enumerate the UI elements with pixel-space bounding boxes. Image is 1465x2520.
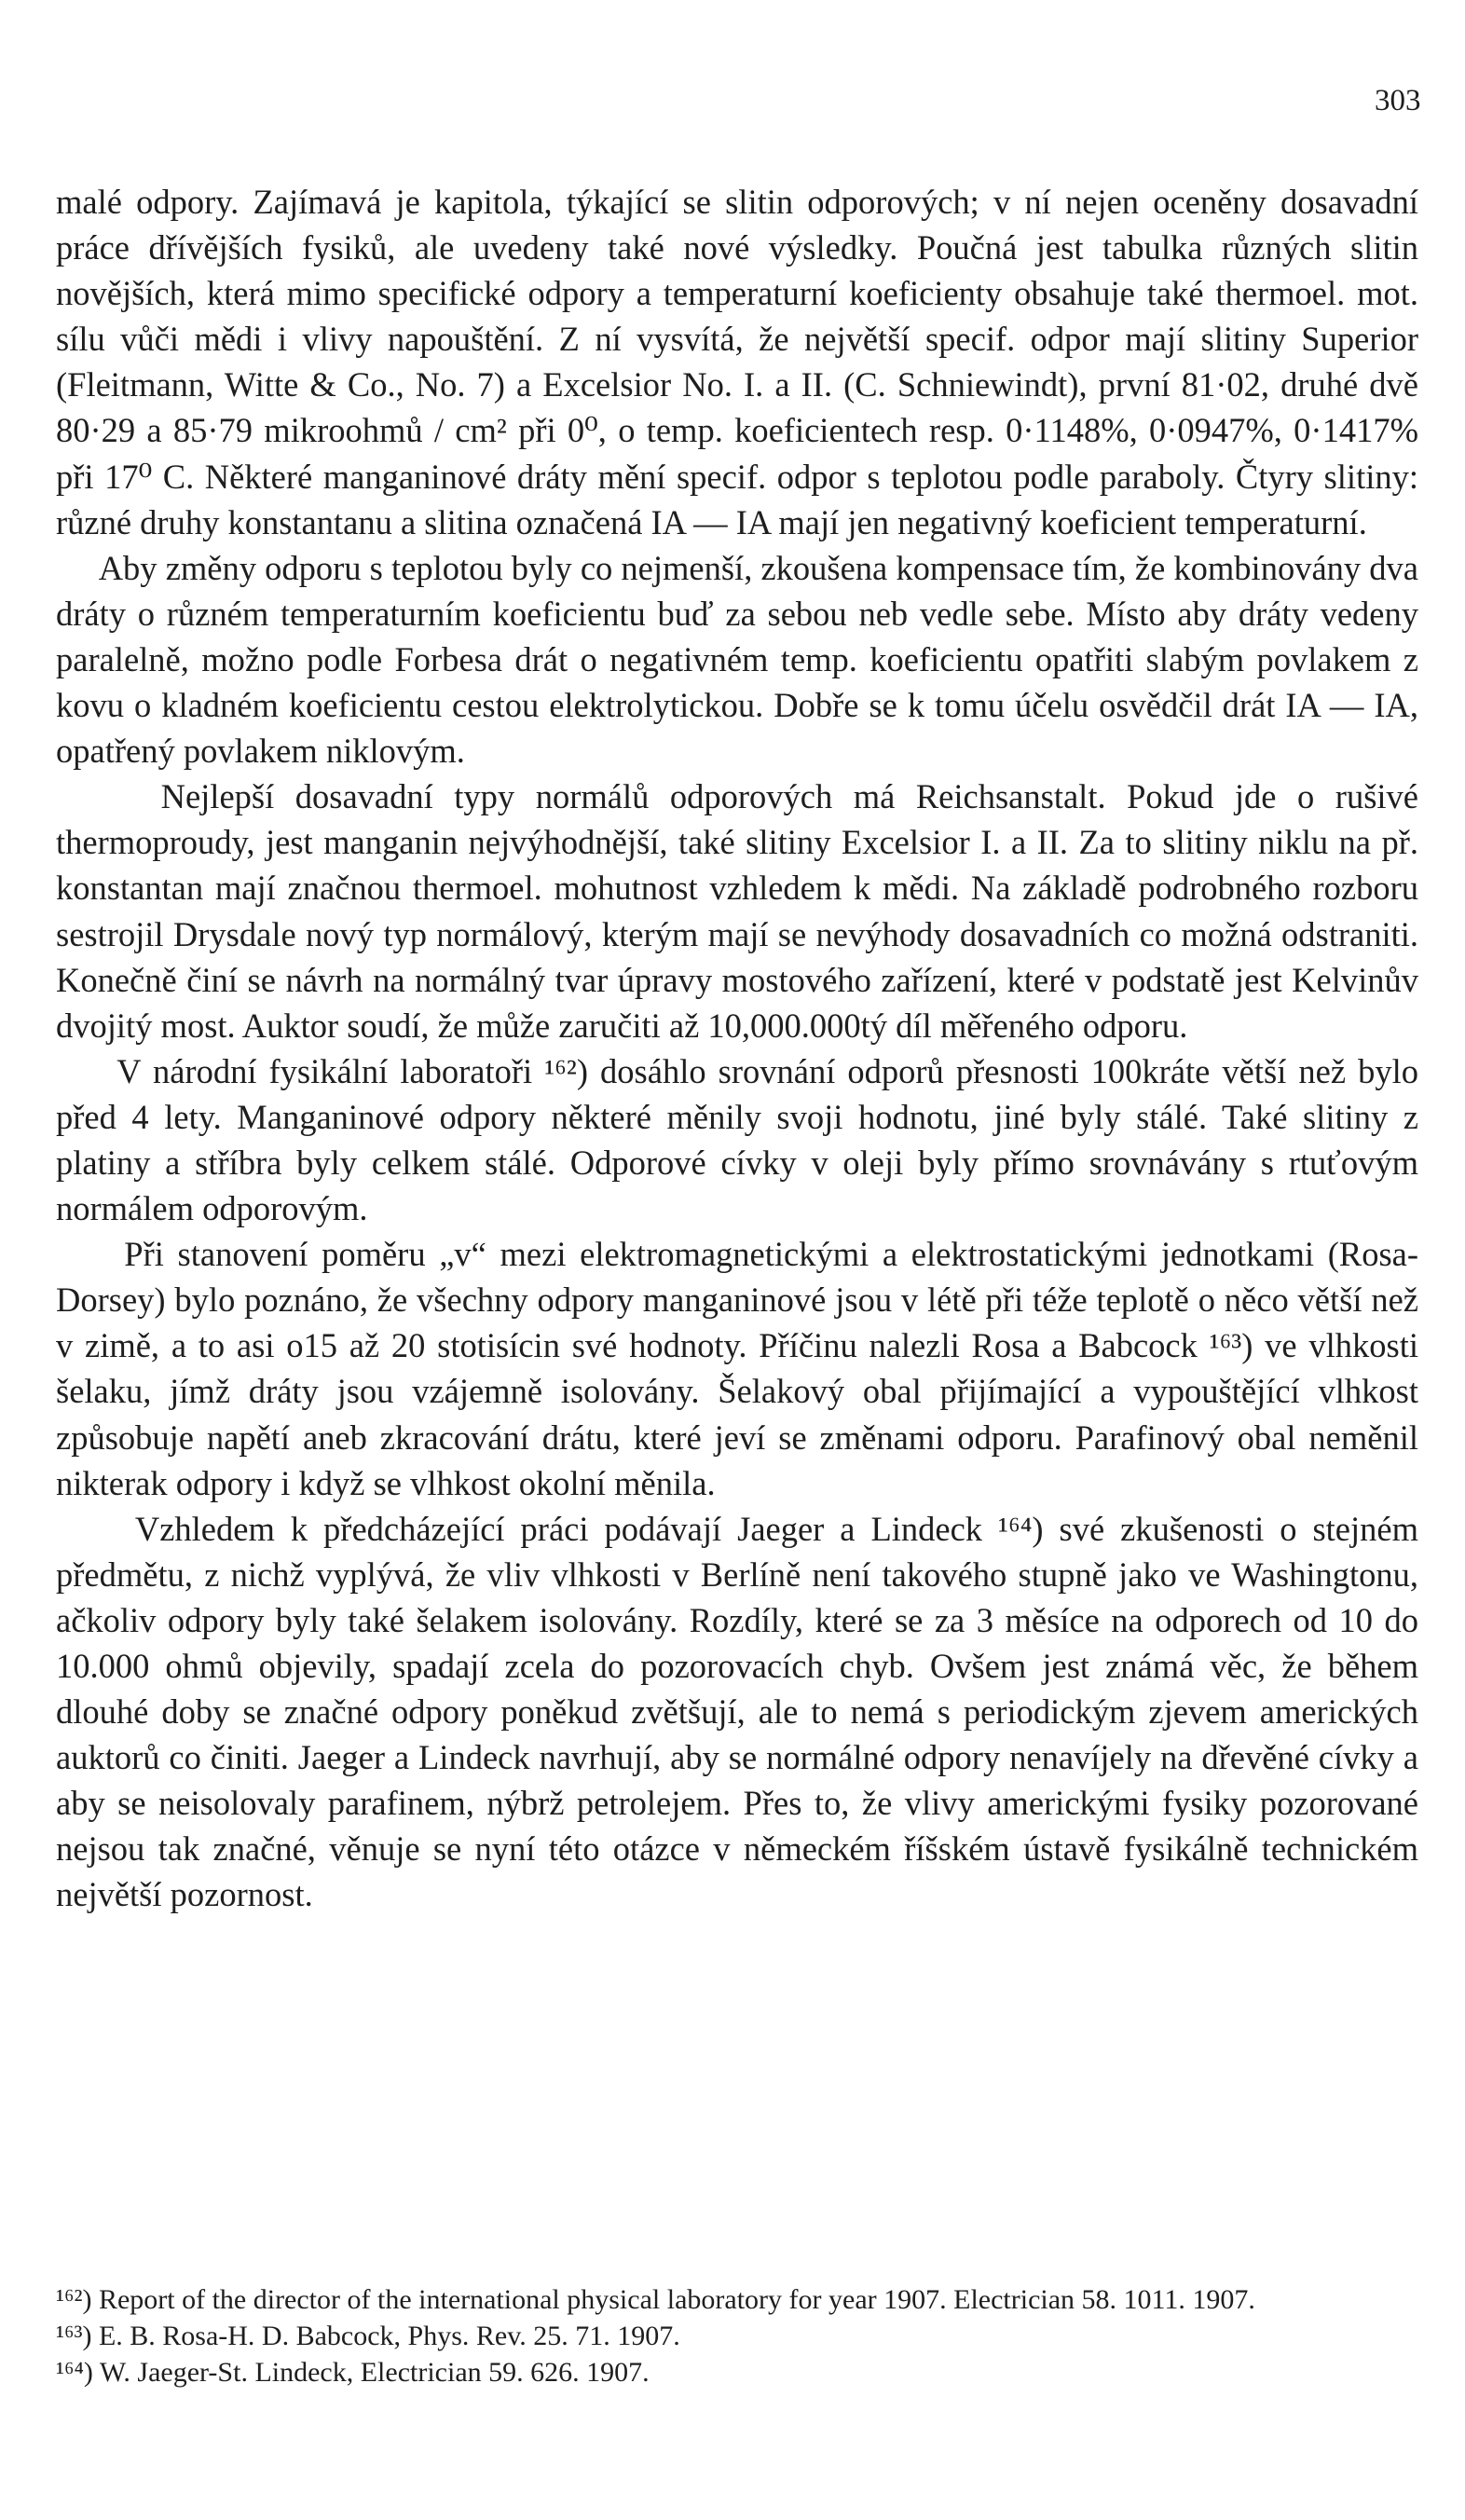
footnotes: ¹⁶²) Report of the director of the international physical laboratory for year 1907. Electrician 58. 1011. 1907. ¹⁶³) E. B. Rosa-H. D. Babcock, Phys. Rev. 25. 71. 1907. ¹⁶⁴) W. Jaeger-St. Lindeck, Electrician 59. 626. 1907. [56, 2284, 1255, 2388]
body-text: malé odpory. Zajímavá je kapitola, týkající se slitin odporových; v ní nejen oceněny dosavadní práce dřívějších fysiků, ale uvedeny také nové výsledky. Poučná jest tabulka různých slitin novějších, která mimo specifické odpory a temperaturní koeficienty obsahuje také thermoel. mot. sílu vůči mědi i vlivy napouštění. Z ní vysvítá, že největší specif. odpor mají slitiny Superior (Fleitmann, Witte & Co., No. 7) a Excelsior No. I. a II. (C. Schniewindt), první 81·02, druhé dvě 80·29 a 85·79 mikroohmů / cm² při 0⁰, o temp. koeficientech resp. 0·1148%, 0·0947%, 0·1417% při 17⁰ C. Některé manganinové dráty mění specif. odpor s teplotou podle paraboly. Čtyry slitiny: různé druhy konstantanu a slitina označená IA — IA mají jen negativný koeficient temperaturní. Aby změny odporu s teplotou byly co nejmenší, zkoušena kompensace tím, že kombinovány dva dráty o různém temperaturním koeficientu buď za sebou neb vedle sebe. Místo aby dráty vedeny paralelně, možno podle Forbesa drát o negativném temp. koeficientu opatřiti slabým povlakem z kovu o kladném koeficientu cestou elektrolytickou. Dobře se k tomu účelu osvědčil drát IA — IA, opatřený povlakem niklovým. Nejlepší dosavadní typy normálů odporových má Reichsanstalt. Pokud jde o rušivé thermoproudy, jest manganin nejvýhodnější, také slitiny Excelsior I. a II. Za to slitiny niklu na př. konstantan mají značnou thermoel. mohutnost vzhledem k mědi. Na základě podrobného rozboru sestrojil Drysdale nový typ normálový, kterým mají se nevýhody dosavadních co možná odstraniti. Konečně činí se návrh na normálný tvar úpravy mostového zařízení, které v podstatě jest Kelvinův dvojitý most. Auktor soudí, že může zaručiti až 10,000.000tý díl měřeného odporu. V národní fysikální laboratoři ¹⁶²) dosáhlo srovnání odporů přesnosti 100kráte větší než bylo před 4 lety. Manganinové odpory některé měnily svoji hodnotu, jiné byly stálé. Také slitiny z platiny a stříbra byly celkem stálé. Odporové cívky v oleji byly přímo srovnávány s rtuťovým normálem odporovým. Při stanovení poměru „v“ mezi elektromagnetickými a elektrostatickými jednotkami (Rosa-Dorsey) bylo poznáno, že všechny odpory manganinové jsou v létě při téže teplotě o něco větší než v zimě, a to asi o15 až 20 stotisícin své hodnoty. Příčinu nalezli Rosa a Babcock ¹⁶³) ve vlhkosti šelaku, jímž dráty jsou vzájemně isolovány. Šelakový obal přijímající a vypouštějící vlhkost způsobuje napětí aneb zkracování drátu, které jeví se změnami odporu. Parafinový obal neměnil nikterak odpory i když se vlhkost okolní měnila. Vzhledem k předcházející práci podávají Jaeger a Lindeck ¹⁶⁴) své zkušenosti o stejném předmětu, z nichž vyplývá, že vliv vlhkosti v Berlíně není takového stupně jako ve Washingtonu, ačkoliv odpory byly také šelakem isolovány. Rozdíly, které se za 3 měsíce na odporech od 10 do 10.000 ohmů objevily, spadají zcela do pozorovacích chyb. Ovšem jest známá věc, že během dlouhé doby se značné odpory poněkud zvětšují, ale to nemá s periodickým zjevem amerických auktorů co činiti. Jaeger a Lindeck navrhují, aby se normálné odpory nenavíjely na dřevěné cívky a aby se neisolovaly parafinem, nýbrž petrolejem. Přes to, že vlivy americkými fysiky pozorované nejsou tak značné, věnuje se nyní této otázce v německém říšském ústavě fysikálně technickém největší pozornost. [56, 183, 1419, 1914]
page-number: 303 [1375, 84, 1421, 117]
